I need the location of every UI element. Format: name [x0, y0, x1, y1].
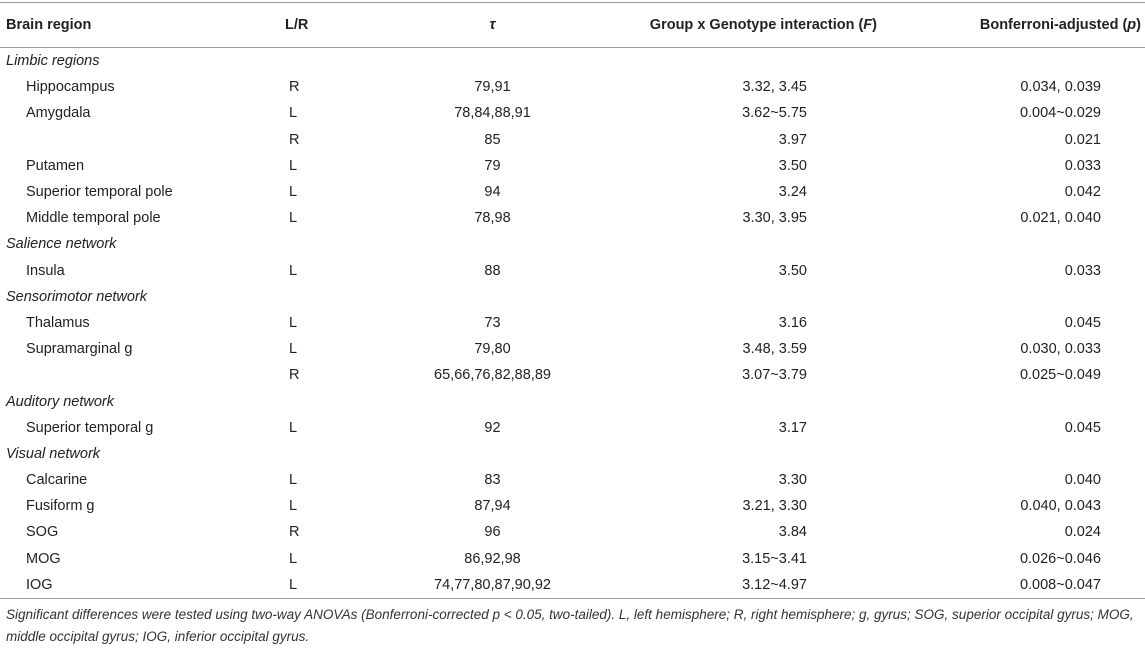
- cell-side: R: [289, 79, 300, 96]
- cell-region: SOG: [26, 524, 59, 541]
- cell-side: L: [289, 157, 298, 174]
- section-row: [0, 284, 1145, 310]
- cell-region: [0, 127, 232, 153]
- cell-side: L: [289, 419, 298, 436]
- header-row: [0, 3, 1145, 48]
- cell-f: 3.07~3.79: [742, 367, 807, 384]
- cell-side: L: [289, 550, 298, 567]
- section-row: [0, 441, 1145, 467]
- cell-f: 3.97: [778, 131, 807, 148]
- section-row: [0, 388, 1145, 414]
- cell-f: 3.50: [778, 157, 807, 174]
- cell-tau: 86,92,98: [464, 550, 521, 567]
- table-row: [0, 127, 1145, 153]
- cell-p: 0.040: [1064, 472, 1101, 489]
- section-title: Limbic regions: [6, 53, 100, 70]
- cell-p: 0.034, 0.039: [1020, 79, 1101, 96]
- cell-f: 3.62~5.75: [742, 105, 807, 122]
- table-row: [0, 179, 1145, 205]
- section-title: Sensorimotor network: [6, 288, 148, 305]
- cell-tau: 96: [484, 524, 501, 541]
- cell-side: L: [289, 105, 298, 122]
- cell-f: 3.15~3.41: [742, 550, 807, 567]
- table-row: [0, 415, 1145, 441]
- table-row: [0, 546, 1145, 572]
- cell-region: Insula: [26, 262, 65, 279]
- cell-f: 3.84: [778, 524, 807, 541]
- cell-tau: 83: [484, 472, 501, 489]
- cell-side: L: [232, 572, 357, 599]
- cell-p: 0.021: [1064, 131, 1101, 148]
- cell-tau: 79,80: [474, 341, 511, 358]
- table-row: [0, 310, 1145, 336]
- cell-tau: 88: [484, 262, 501, 279]
- cell-region: MOG: [26, 550, 61, 567]
- cell-tau: 79,91: [474, 79, 511, 96]
- cell-f: 3.12~4.97: [580, 572, 915, 599]
- results-table: [0, 2, 1145, 599]
- cell-f: 3.48, 3.59: [742, 341, 807, 358]
- cell-f: 3.30, 3.95: [742, 210, 807, 227]
- cell-region: Hippocampus: [26, 79, 115, 96]
- cell-p: 0.042: [1064, 184, 1101, 201]
- section-title: Auditory network: [6, 393, 114, 410]
- cell-tau: 78,98: [474, 210, 511, 227]
- cell-region: Superior temporal pole: [26, 184, 173, 201]
- cell-region: Supramarginal g: [26, 341, 133, 358]
- header-bonferroni-p: Bonferroni-adjusted (p): [915, 3, 1145, 48]
- cell-side: L: [289, 498, 298, 515]
- cell-region: Calcarine: [26, 472, 88, 489]
- cell-f: 3.17: [778, 419, 807, 436]
- table-row: [0, 362, 1145, 388]
- cell-side: R: [289, 524, 300, 541]
- cell-tau: 73: [484, 314, 501, 331]
- cell-p: 0.030, 0.033: [1020, 341, 1101, 358]
- cell-region: Superior temporal g: [26, 419, 154, 436]
- cell-p: 0.026~0.046: [1019, 550, 1101, 567]
- table-row: [0, 572, 1145, 599]
- table-row: [0, 74, 1145, 100]
- cell-side: L: [289, 210, 298, 227]
- cell-tau: 78,84,88,91: [454, 105, 531, 122]
- cell-p: 0.025~0.049: [1019, 367, 1101, 384]
- cell-f: 3.50: [778, 262, 807, 279]
- table-row: [0, 519, 1145, 545]
- cell-f: 3.32, 3.45: [742, 79, 807, 96]
- table-row: [0, 205, 1145, 231]
- cell-region: Middle temporal pole: [26, 210, 161, 227]
- section-title: Salience network: [6, 236, 117, 253]
- header-side: L/R: [232, 3, 357, 48]
- cell-region: Putamen: [26, 157, 85, 174]
- section-row: [0, 48, 1145, 75]
- cell-f: 3.24: [778, 184, 807, 201]
- cell-tau: 65,66,76,82,88,89: [434, 367, 551, 384]
- cell-side: L: [289, 341, 298, 358]
- cell-p: 0.033: [1064, 157, 1101, 174]
- cell-region: IOG: [0, 572, 232, 599]
- cell-f: 3.30: [778, 472, 807, 489]
- table-row: [0, 467, 1145, 493]
- table-row: [0, 100, 1145, 126]
- cell-side: L: [289, 184, 298, 201]
- table-footnote: Significant differences were tested using two-way ANOVAs (Bonferroni-corrected p < 0.05, two-tailed). L, left hemisphere; R, right hemisphere; g, gyrus; SOG, superior occipital gyrus; MOG, middle occipital gyrus; IOG, inferior occipital gyrus.: [6, 607, 1134, 644]
- cell-p: 0.033: [1064, 262, 1101, 279]
- cell-p: 0.024: [1064, 524, 1101, 541]
- cell-tau: 74,77,80,87,90,92: [357, 572, 580, 599]
- cell-tau: 85: [484, 131, 501, 148]
- cell-side: L: [289, 472, 298, 489]
- table-body: [0, 48, 1145, 599]
- cell-f: 3.21, 3.30: [742, 498, 807, 515]
- cell-p: 0.045: [1064, 314, 1101, 331]
- cell-region: [0, 362, 232, 388]
- header-tau: [357, 3, 580, 48]
- table-row: [0, 336, 1145, 362]
- cell-tau: 92: [484, 419, 501, 436]
- cell-side: L: [289, 262, 298, 279]
- table-row: [0, 493, 1145, 519]
- cell-region: Thalamus: [26, 314, 90, 331]
- tau-symbol: τ: [489, 17, 496, 33]
- cell-p: 0.008~0.047: [915, 572, 1145, 599]
- cell-side: R: [289, 367, 300, 384]
- section-row: [0, 231, 1145, 257]
- cell-f: 3.16: [778, 314, 807, 331]
- cell-p: 0.045: [1064, 419, 1101, 436]
- cell-side: L: [289, 314, 298, 331]
- table-row: [0, 258, 1145, 284]
- cell-tau: 79: [484, 157, 501, 174]
- cell-tau: 94: [484, 184, 501, 201]
- cell-p: 0.021, 0.040: [1020, 210, 1101, 227]
- cell-side: R: [289, 131, 300, 148]
- cell-region: Fusiform g: [26, 498, 95, 515]
- section-title: Visual network: [6, 445, 101, 462]
- cell-p: 0.040, 0.043: [1020, 498, 1101, 515]
- cell-p: 0.004~0.029: [1019, 105, 1101, 122]
- table-row: [0, 153, 1145, 179]
- cell-region: Amygdala: [26, 105, 91, 122]
- header-brain-region: Brain region: [0, 3, 232, 48]
- cell-tau: 87,94: [474, 498, 511, 515]
- header-interaction-f: Group x Genotype interaction (F): [580, 3, 915, 48]
